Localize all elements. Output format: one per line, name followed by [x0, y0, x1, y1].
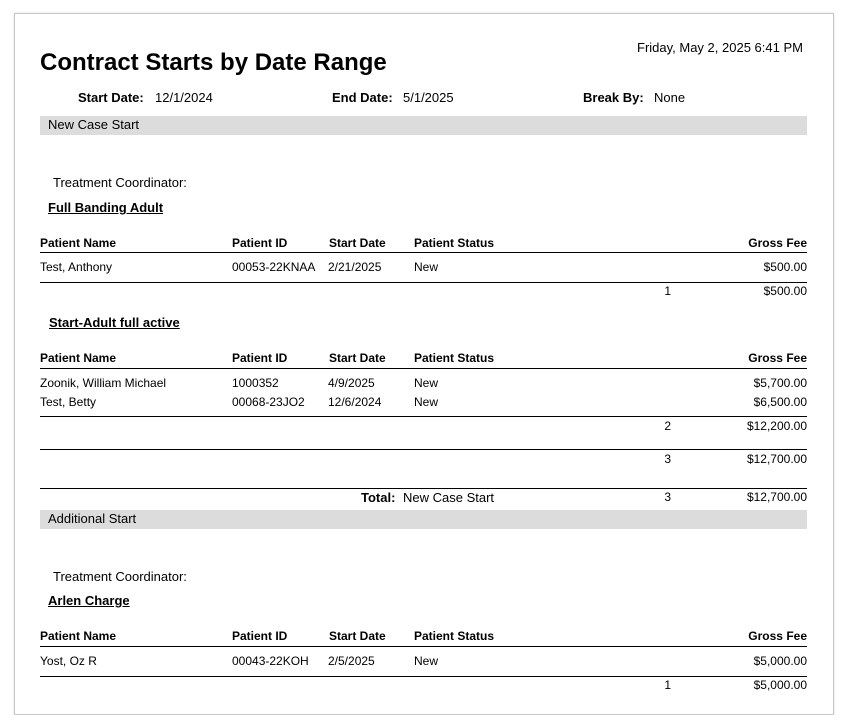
group-total-rule	[40, 416, 807, 417]
end-date-label: End Date:	[332, 90, 393, 105]
coordinator-count: 3	[664, 452, 671, 466]
section-header	[40, 116, 807, 135]
cell-patient-status: New	[414, 376, 439, 390]
section-name: New Case Start	[48, 117, 140, 132]
coordinator-total: $12,700.00	[746, 452, 807, 466]
header-rule	[40, 252, 807, 253]
cell-gross-fee: $5,000.00	[753, 654, 807, 668]
group-title: Full Banding Adult	[48, 200, 164, 215]
col-header-start-date: Start Date	[329, 236, 386, 250]
group-total: $500.00	[763, 284, 807, 298]
cell-start-date: 4/9/2025	[328, 376, 375, 390]
group-total: $12,200.00	[746, 419, 807, 433]
col-header-patient-name: Patient Name	[40, 629, 117, 643]
start-date-label: Start Date:	[78, 90, 144, 105]
group-title: Arlen Charge	[48, 593, 130, 608]
cell-patient-status: New	[414, 395, 439, 409]
group-total-rule	[40, 676, 807, 677]
section-total-label: Total:	[361, 490, 396, 505]
coordinator-label: Treatment Coordinator:	[53, 175, 187, 190]
col-header-gross-fee: Gross Fee	[748, 236, 807, 250]
col-header-patient-name: Patient Name	[40, 351, 117, 365]
cell-patient-name: Yost, Oz R	[40, 654, 97, 668]
col-header-patient-name: Patient Name	[40, 236, 117, 250]
section-total-name: New Case Start	[403, 490, 495, 505]
cell-patient-name: Test, Anthony	[40, 260, 113, 274]
col-header-gross-fee: Gross Fee	[748, 351, 807, 365]
cell-patient-name: Test, Betty	[40, 395, 97, 409]
report-timestamp: Friday, May 2, 2025 6:41 PM	[637, 40, 803, 55]
cell-patient-id: 00068-23JO2	[232, 395, 305, 409]
cell-patient-id: 00053-22KNAA	[232, 260, 316, 274]
cell-gross-fee: $5,700.00	[753, 376, 807, 390]
group-total: $5,000.00	[753, 678, 807, 692]
break-by-value: None	[654, 90, 686, 105]
cell-start-date: 2/21/2025	[328, 260, 382, 274]
group-title: Start-Adult full active	[49, 315, 180, 330]
group-count: 1	[664, 284, 671, 298]
group-total-rule	[40, 282, 807, 283]
coordinator-label: Treatment Coordinator:	[53, 569, 187, 584]
section-total-count: 3	[664, 490, 671, 504]
cell-gross-fee: $500.00	[763, 260, 807, 274]
break-by-label: Break By:	[583, 90, 644, 105]
cell-gross-fee: $6,500.00	[753, 395, 807, 409]
cell-start-date: 12/6/2024	[328, 395, 382, 409]
cell-patient-id: 1000352	[232, 376, 279, 390]
start-date-value: 12/1/2024	[155, 90, 213, 105]
cell-patient-status: New	[414, 260, 439, 274]
cell-start-date: 2/5/2025	[328, 654, 375, 668]
report-title: Contract Starts by Date Range	[40, 49, 387, 76]
cell-patient-id: 00043-22KOH	[232, 654, 309, 668]
coordinator-total-rule	[40, 449, 807, 450]
col-header-patient-status: Patient Status	[414, 236, 495, 250]
header-rule	[40, 368, 807, 369]
section-name: Additional Start	[48, 511, 137, 526]
end-date-value: 5/1/2025	[403, 90, 454, 105]
cell-patient-name: Zoonik, William Michael	[40, 376, 167, 390]
header-rule	[40, 646, 807, 647]
col-header-patient-status: Patient Status	[414, 351, 495, 365]
section-total-amount: $12,700.00	[746, 490, 807, 504]
group-count: 1	[664, 678, 671, 692]
col-header-patient-id: Patient ID	[232, 351, 288, 365]
col-header-patient-status: Patient Status	[414, 629, 495, 643]
group-count: 2	[664, 419, 671, 433]
col-header-gross-fee: Gross Fee	[748, 629, 807, 643]
section-header	[40, 510, 807, 529]
col-header-patient-id: Patient ID	[232, 236, 288, 250]
col-header-patient-id: Patient ID	[232, 629, 288, 643]
col-header-start-date: Start Date	[329, 629, 386, 643]
cell-patient-status: New	[414, 654, 439, 668]
col-header-start-date: Start Date	[329, 351, 386, 365]
section-total-rule	[40, 488, 807, 489]
